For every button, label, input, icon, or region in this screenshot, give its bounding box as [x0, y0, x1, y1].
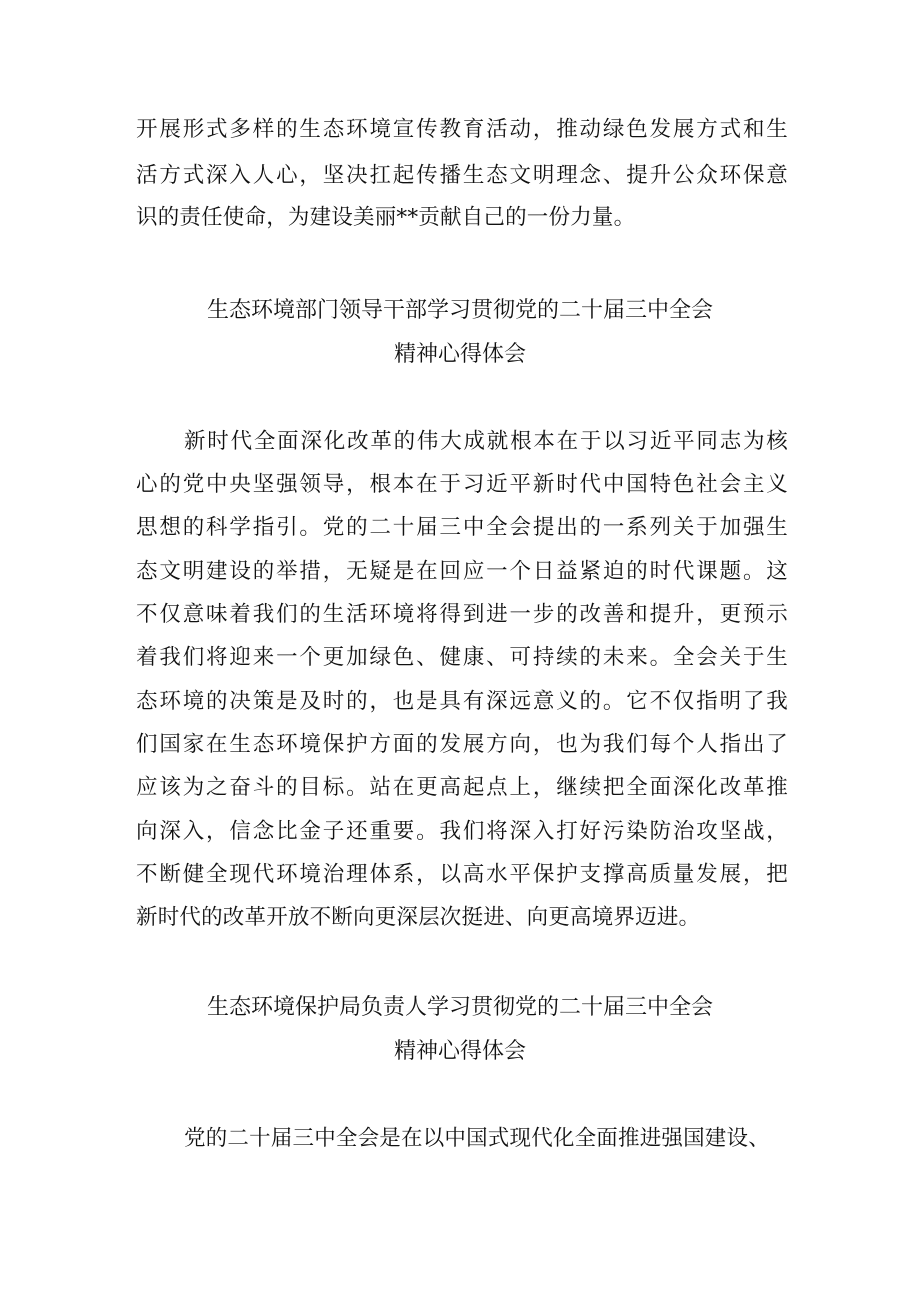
- article-1-title-line-2: 精神心得体会: [393, 342, 526, 367]
- article-2-title-line-1: 生态环境保护局负责人学习贯彻党的二十届三中全会: [206, 995, 713, 1020]
- article-1-line-3: 思想的科学指引。党的二十届三中全会提出的一系列关于加强生: [136, 515, 788, 540]
- intro-line-1: 开展形式多样的生态环境宣传教育活动，推动绿色发展方式和生: [136, 117, 788, 142]
- article-1-line-12: 新时代的改革开放不断向更深层次挺进、向更高境界迈进。: [136, 905, 701, 930]
- article-1-line-2: 心的党中央坚强领导，根本在于习近平新时代中国特色社会主义: [136, 472, 788, 497]
- article-1-line-11: 不断健全现代环境治理体系，以高水平保护支撑高质量发展，把: [136, 862, 788, 887]
- intro-line-2: 活方式深入人心，坚决扛起传播生态文明理念、提升公众环保意: [136, 163, 788, 188]
- article-1-line-4: 态文明建设的举措，无疑是在回应一个日益紧迫的时代课题。这: [136, 559, 788, 584]
- article-1-line-10: 向深入，信念比金子还重要。我们将深入打好污染防治攻坚战，: [136, 819, 788, 844]
- intro-line-3: 识的责任使命，为建设美丽**贡献自己的一份力量。: [136, 205, 636, 230]
- article-1-line-6: 着我们将迎来一个更加绿色、健康、可持续的未来。全会关于生: [136, 645, 788, 670]
- article-1-line-1: 新时代全面深化改革的伟大成就根本在于以习近平同志为核: [184, 429, 788, 454]
- article-1-line-9: 应该为之奋斗的目标。站在更高起点上，继续把全面深化改革推: [136, 775, 788, 800]
- article-1-line-5: 不仅意味着我们的生活环境将得到进一步的改善和提升，更预示: [136, 602, 788, 627]
- article-2-line-1: 党的二十届三中全会是在以中国式现代化全面推进强国建设、: [184, 1126, 770, 1151]
- article-1-line-8: 们国家在生态环境保护方面的发展方向，也为我们每个人指出了: [136, 732, 788, 757]
- article-1-title-line-1: 生态环境部门领导干部学习贯彻党的二十届三中全会: [206, 298, 713, 323]
- article-2-title-line-2: 精神心得体会: [393, 1039, 526, 1064]
- article-1-line-7: 态环境的决策是及时的，也是具有深远意义的。它不仅指明了我: [136, 689, 788, 714]
